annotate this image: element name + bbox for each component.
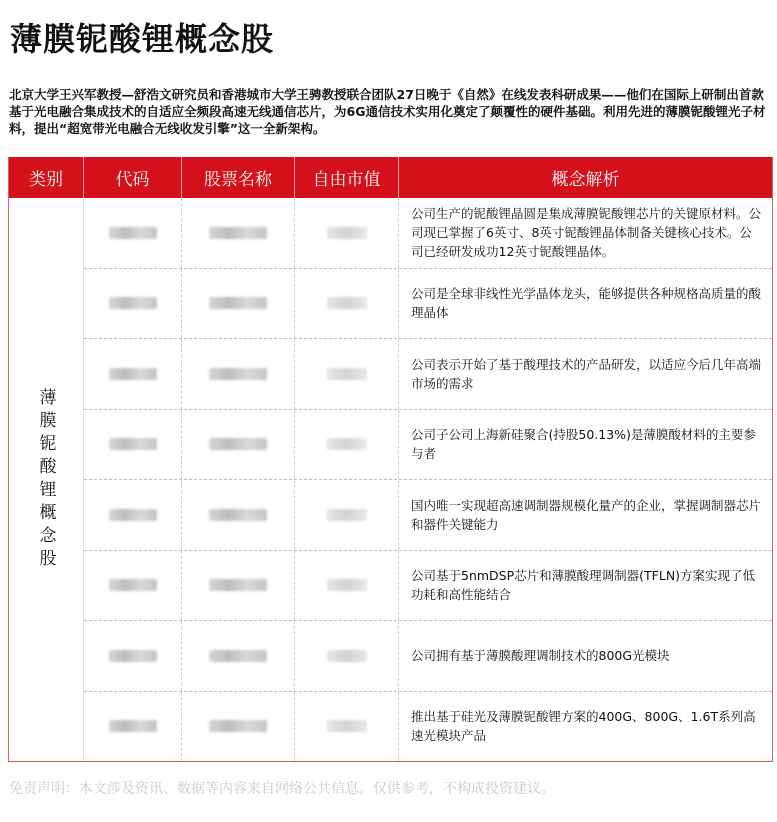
blurred-code — [84, 692, 182, 762]
concept-description: 公司表示开始了基于酸理技术的产品研发，以适应今后几年高端市场的需求 — [411, 356, 762, 391]
blurred-stock-name — [182, 480, 295, 550]
table-row — [84, 339, 772, 410]
blurred-market-cap — [295, 621, 399, 691]
intro-paragraph: 北京大学王兴军教授—舒浩文研究员和香港城市大学王骋教授联合团队27日晚于《自然》在线发表科研成果——他们在国际上研制出首款基于光电融合集成技术的自适应全频段高速无线通信芯片，为6G通信技术实用化奠定了颠覆性的硬件基础。利用先进的薄膜铌酸锂光子材料，提出“超宽带光电融合无线收发引擎”这一全新架构。 — [9, 87, 766, 136]
concept-description: 国内唯一实现超高速调制器规模化量产的企业，掌握调制器芯片和器件关键能力 — [411, 497, 762, 532]
blurred-market-cap — [295, 551, 399, 621]
blurred-market-cap — [295, 410, 399, 480]
blurred-stock-name — [182, 621, 295, 691]
blurred-stock-name — [182, 269, 295, 339]
blurred-code — [84, 339, 182, 409]
blurred-stock-name — [182, 339, 295, 409]
blurred-market-cap — [295, 339, 399, 409]
table-header — [9, 157, 772, 198]
blurred-market-cap — [295, 198, 399, 268]
disclaimer-text: 免责声明：本文涉及资讯、数据等内容来自网络公共信息，仅供参考，不构成投资建议。 — [9, 781, 555, 797]
blurred-code — [84, 269, 182, 339]
blurred-stock-name — [182, 410, 295, 480]
table-row — [84, 269, 772, 340]
header-concept-analysis: 概念解析 — [551, 170, 620, 190]
concept-stock-table — [8, 157, 773, 762]
header-code: 代码 — [84, 157, 182, 198]
blurred-stock-name — [182, 692, 295, 762]
blurred-code — [84, 198, 182, 268]
concept-description: 公司子公司上海新硅聚合(持股50.13%)是薄膜酸材料的主要参与者 — [411, 427, 756, 462]
table-rows — [84, 198, 772, 761]
header-category: 类别 — [9, 157, 84, 198]
category-cell — [9, 198, 84, 761]
table-row — [84, 410, 772, 481]
concept-description: 公司基于5nmDSP芯片和薄膜酸理调制器(TFLN)方案实现了低功耗和高性能结合 — [411, 568, 756, 603]
table-row — [84, 551, 772, 622]
blurred-stock-name — [182, 198, 295, 268]
blurred-market-cap — [295, 692, 399, 762]
blurred-stock-name — [182, 551, 295, 621]
table-row — [84, 621, 772, 692]
category-label: 薄膜铌酸锂概念股 — [35, 387, 56, 572]
page-title: 薄膜铌酸锂概念股 — [10, 20, 275, 58]
concept-description: 公司生产的铌酸锂晶圆是集成薄膜铌酸锂芯片的关键原材料。公司现已掌握了6英寸、8英寸铌酸锂晶体制备关键核心技术。公司已经研发成功12英寸铌酸锂晶体。 — [411, 206, 762, 260]
header-stock-name: 股票名称 — [182, 157, 295, 198]
concept-description: 公司拥有基于薄膜酸理调制技术的800G光模块 — [411, 648, 670, 664]
table-row — [84, 692, 772, 762]
header-market-cap: 自由市值 — [295, 157, 399, 198]
blurred-code — [84, 551, 182, 621]
blurred-market-cap — [295, 269, 399, 339]
table-body — [9, 198, 772, 761]
concept-description: 推出基于硅光及薄膜铌酸锂方案的400G、800G、1.6T系列高速光模块产品 — [411, 709, 756, 744]
blurred-code — [84, 410, 182, 480]
blurred-market-cap — [295, 480, 399, 550]
table-row — [84, 198, 772, 269]
blurred-code — [84, 480, 182, 550]
table-row — [84, 480, 772, 551]
concept-description: 公司是全球非线性光学晶体龙头，能够提供各种规格高质量的酸理晶体 — [411, 286, 762, 321]
blurred-code — [84, 621, 182, 691]
